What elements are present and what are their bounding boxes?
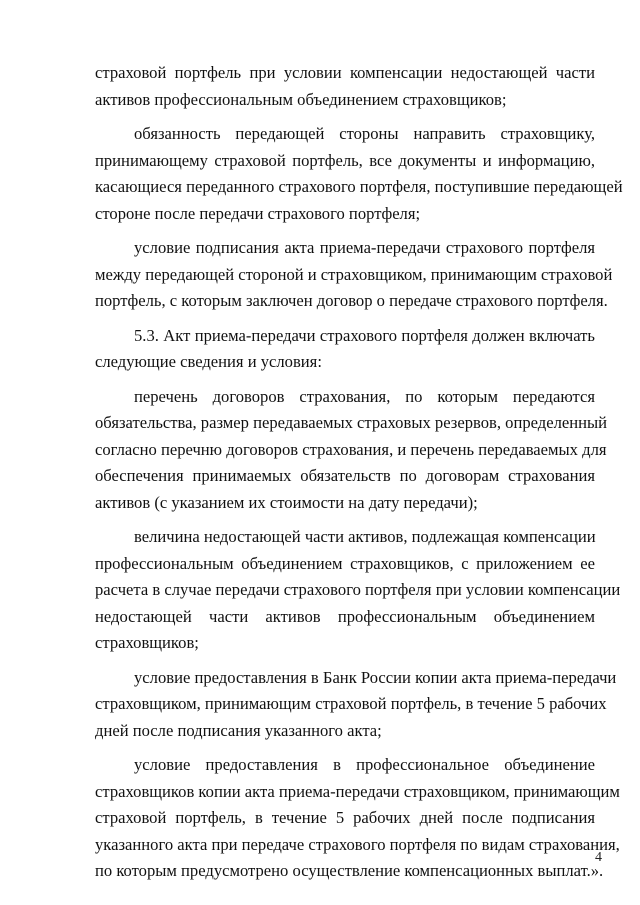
paragraph	[95, 235, 613, 315]
text-line: следующие сведения и условия:	[95, 352, 322, 371]
paragraph	[95, 524, 621, 657]
text-line: 5.3. Акт приема-передачи страхового портфеля должен включать	[134, 325, 595, 345]
text-line: обеспечения принимаемых обязательств по договорам страхования	[95, 466, 595, 485]
text-line: обязательства, размер передаваемых страховых резервов, определенный	[95, 413, 608, 432]
text-line: страховщиков копии акта приема-передачи страховщиком, принимающим	[95, 781, 620, 801]
paragraph	[95, 323, 595, 376]
text-line: обязанность передающей стороны направить страховщику,	[134, 124, 595, 143]
text-line: страховщиков;	[95, 633, 199, 652]
text-line: величина недостающей части активов, подлежащая компенсации	[134, 527, 596, 546]
paragraph	[95, 665, 617, 745]
text-line: активов (с указанием их стоимости на дату передачи);	[95, 492, 478, 512]
paragraph	[95, 384, 608, 517]
paragraph	[95, 752, 620, 885]
text-line: условие предоставления в профессиональное объединение	[134, 755, 595, 774]
text-line: дней после подписания указанного акта;	[95, 720, 382, 740]
text-line: указанного акта при передаче страхового портфеля по видам страхования,	[95, 834, 620, 854]
text-line: страховой портфель при условии компенсации недостающей части	[95, 63, 595, 82]
text-line: перечень договоров страхования, по которым передаются	[134, 386, 595, 406]
text-line: профессиональным объединением страховщиков, с приложением ее	[95, 553, 595, 573]
text-line: касающиеся переданного страхового портфеля, поступившие передающей	[95, 177, 623, 196]
text-line: принимающему страховой портфель, все документы и информацию,	[95, 150, 595, 170]
paragraph	[95, 60, 595, 113]
text-line: условие подписания акта приема-передачи страхового портфеля	[134, 238, 595, 257]
text-line: условие предоставления в Банк России копии акта приема-передачи	[134, 667, 617, 687]
document-page	[95, 60, 623, 885]
text-line: активов профессиональным объединением страховщиков;	[95, 89, 507, 109]
paragraph	[95, 121, 623, 227]
text-line: страховщиком, принимающим страховой портфель, в течение 5 рабочих	[95, 694, 607, 713]
text-line: недостающей части активов профессиональным объединением	[95, 606, 595, 626]
text-line: по которым предусмотрено осуществление компенсационных выплат.».	[95, 861, 604, 880]
text-line: страховой портфель, в течение 5 рабочих дней после подписания	[95, 808, 595, 827]
text-line: согласно перечню договоров страхования, и перечень передаваемых для	[95, 439, 607, 459]
text-line: портфель, с которым заключен договор о передаче страхового портфеля.	[95, 291, 608, 310]
page-number: 4	[595, 850, 602, 865]
text-line: стороне после передачи страхового портфеля;	[95, 203, 421, 223]
text-line: между передающей стороной и страховщиком, принимающим страховой	[95, 264, 613, 284]
text-line: расчета в случае передачи страхового портфеля при условии компенсации	[95, 580, 621, 599]
